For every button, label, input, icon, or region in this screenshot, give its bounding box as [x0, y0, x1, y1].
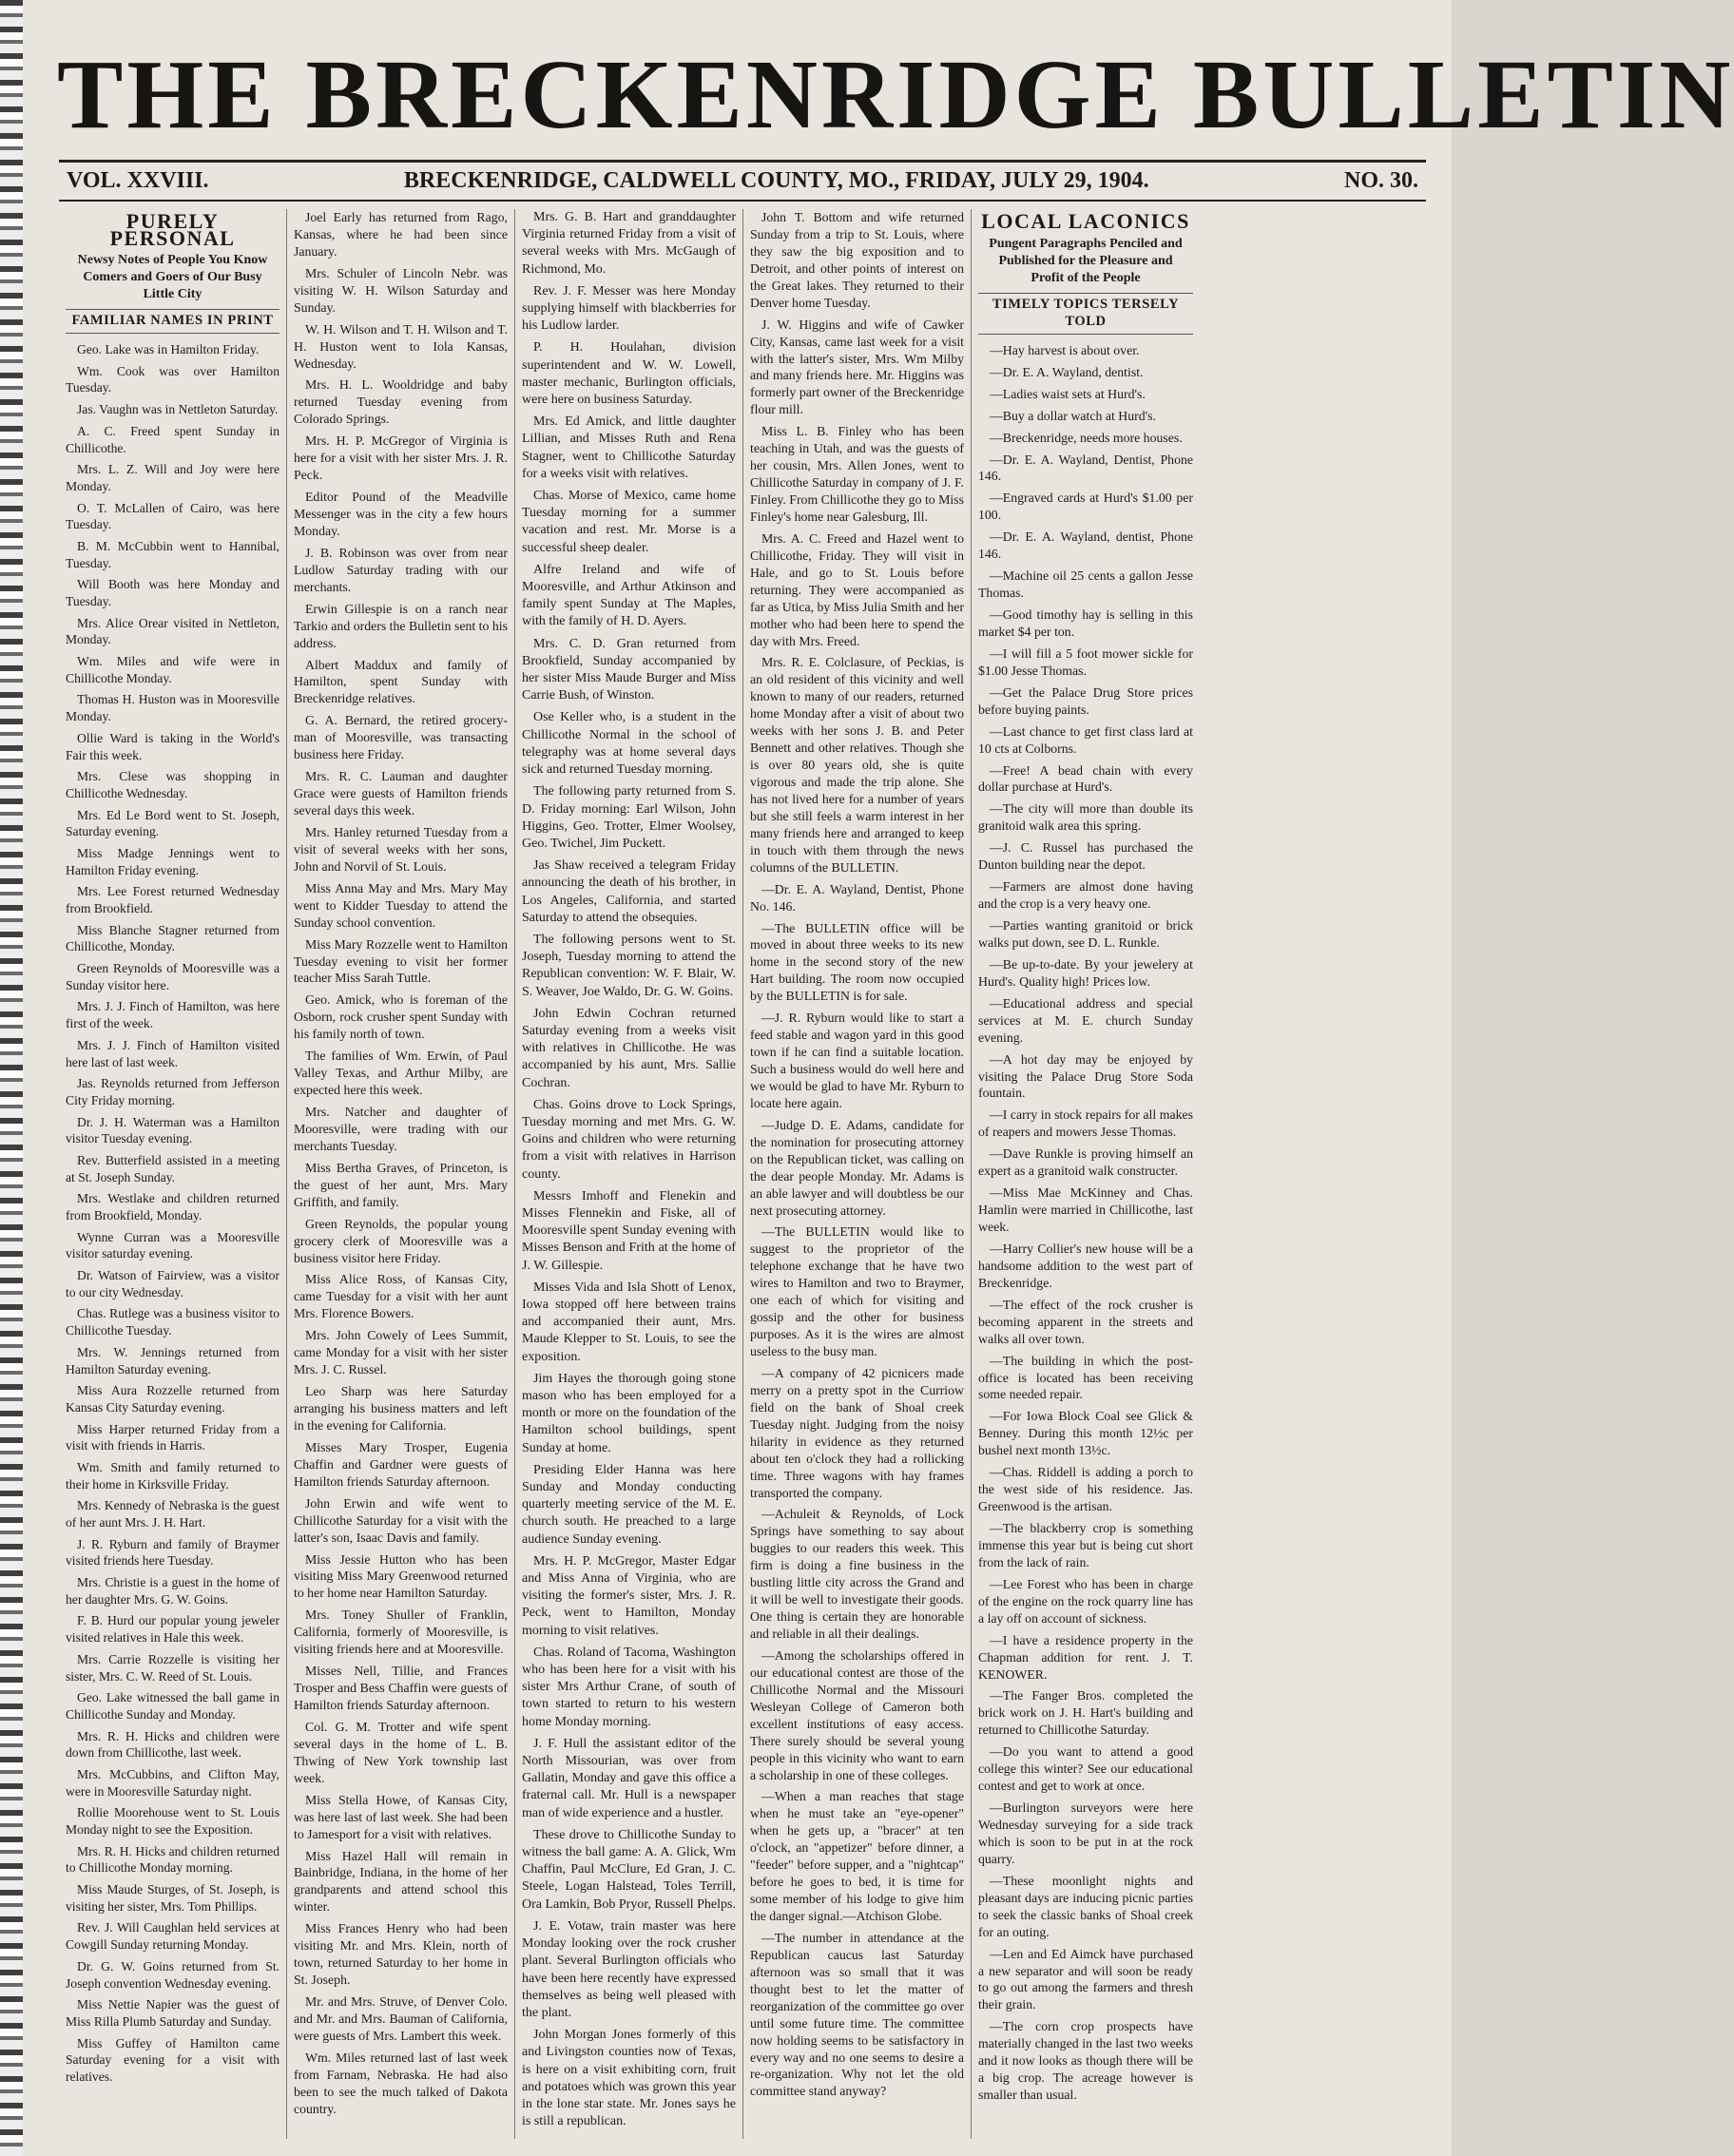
news-item: Jas. Vaughn was in Nettleton Saturday. — [77, 402, 279, 417]
news-item: —Dr. E. A. Wayland, Dentist, Phone No. 146. — [750, 881, 964, 914]
news-item: Rev. J. F. Messer was here Monday supplying himself with blackberries for his Ludlow larder. — [522, 283, 736, 334]
news-item: —I carry in stock repairs for all makes of reapers and mowers Jesse Thomas. — [978, 1107, 1193, 1140]
news-item: Mrs. Ed Le Bord went to St. Joseph, Saturday evening. — [66, 807, 279, 839]
news-item: —The effect of the rock crusher is becoming apparent in the streets and walks all over town. — [978, 1297, 1193, 1346]
news-item: Ollie Ward is taking in the World's Fair this week. — [66, 730, 279, 762]
news-item: Mrs. Kennedy of Nebraska is the guest of her aunt Mrs. J. H. Hart. — [66, 1498, 279, 1530]
news-item: —J. C. Russel has purchased the Dunton building near the depot. — [978, 840, 1193, 873]
news-item: Mrs. Hanley returned Tuesday from a visit of several weeks with her sons, John and Norvil of St. Louis. — [294, 824, 508, 874]
dateline-bar — [59, 160, 1426, 202]
news-item: Wm. Cook was over Hamilton Tuesday. — [66, 363, 279, 395]
column-personals-2 — [287, 209, 515, 2139]
news-item: —Last chance to get first class lard at 10 cts at Colborns. — [978, 723, 1193, 756]
news-item: Wm. Miles returned last of last week from Farnam, Nebraska. He had also been to see the much talked of Dakota country. — [294, 2050, 508, 2116]
news-item: Mrs. Carrie Rozzelle is visiting her sister, Mrs. C. W. Reed of St. Louis. — [66, 1651, 279, 1684]
news-item: J. F. Hull the assistant editor of the North Missourian, was over from Gallatin, Monday and gave this office a fraternal call. Mr. Hull is a newspaper man of wide experience and a hustler. — [522, 1736, 736, 1820]
news-item: J. W. Higgins and wife of Cawker City, Kansas, came last week for a visit with the latter's sister, Mrs. Wm Milby and many friends here. Mr. Higgins was formerly part owner of the Breckenridge flour mill. — [750, 317, 964, 417]
news-item: John Erwin and wife went to Chillicothe Saturday for a visit with the latter's son, Isaac Davis and family. — [294, 1495, 508, 1545]
news-item: Miss Frances Henry who had been visiting Mr. and Mrs. Klein, north of town, returned Saturday to her home in St. Joseph. — [294, 1921, 508, 1988]
news-item: —Achuleit & Reynolds, of Lock Springs have something to say about buggies to our readers this week. This firm is doing a fine business in the bustling little city across the Grand and it will be well to investigate their goods. One thing is certain they are honorable and reliable in all their dealings. — [750, 1507, 964, 1641]
news-item: Wm. Smith and family returned to their home in Kirksville Friday. — [66, 1459, 279, 1492]
news-item: —Get the Palace Drug Store prices before buying paints. — [978, 684, 1193, 717]
news-item: Miss Hazel Hall will remain in Bainbridge, Indiana, in the home of her grandparents and attend school this winter. — [294, 1848, 508, 1915]
article-columns — [59, 209, 1428, 2139]
dateline-text: BRECKENRIDGE, CALDWELL COUNTY, MO., FRIDAY, JULY 29, 1904. — [403, 168, 1149, 193]
news-item: —The BULLETIN office will be moved in about three weeks to its new home in the second story of the new Hart building. The room now occupied by the BULLETIN is for sale. — [750, 920, 964, 1004]
news-item: Mrs. H. L. Wooldridge and baby returned Tuesday evening from Colorado Springs. — [294, 377, 508, 427]
news-item: Green Reynolds of Mooresville was a Sunday visitor here. — [66, 961, 279, 992]
news-item: G. A. Bernard, the retired grocery-man of Mooresville, was transacting business here Friday. — [294, 713, 508, 762]
news-item: Miss Nettie Napier was the guest of Miss Rilla Plumb Saturday and Sunday. — [66, 1997, 279, 2029]
news-item: Miss Jessie Hutton who has been visiting Miss Mary Greenwood returned to her home near Hamilton Saturday. — [294, 1551, 508, 1601]
column-subheading-2: TIMELY TOPICS TERSELY TOLD — [978, 293, 1193, 335]
news-item: —J. R. Ryburn would like to start a feed stable and wagon yard in this good town if he can find a suitable location. Such a business would do well here and we would be glad to have Mr. Ryburn to locate here again. — [750, 1011, 964, 1110]
news-item: —Good timothy hay is selling in this market $4 per ton. — [978, 607, 1193, 639]
news-item: Mrs. W. Jennings returned from Hamilton Saturday evening. — [66, 1344, 279, 1376]
news-item: Mrs. John Cowely of Lees Summit, came Monday for a visit with her sister Mrs. J. C. Russel. — [294, 1328, 508, 1377]
news-item: Jas Shaw received a telegram Friday announcing the death of his brother, in Los Angeles, California, and started Saturday to attend the obsequies. — [522, 858, 736, 925]
news-item: —Dr. E. A. Wayland, Dentist, Phone 146. — [978, 452, 1193, 484]
news-item: —Machine oil 25 cents a gallon Jesse Thomas. — [978, 568, 1193, 601]
news-item: Miss Guffey of Hamilton came Saturday evening for a visit with relatives. — [66, 2035, 279, 2084]
news-item: Misses Nell, Tillie, and Frances Trosper and Bess Chaffin were guests of Hamilton friends Saturday afternoon. — [294, 1664, 508, 1712]
news-item: Miss Aura Rozzelle returned from Kansas City Saturday evening. — [66, 1383, 279, 1415]
news-item: Erwin Gillespie is on a ranch near Tarkio and orders the Bulletin sent to his address. — [294, 601, 508, 650]
masthead-title: THE BRECKENRIDGE BULLETIN — [57, 40, 1734, 149]
news-item: Mrs. G. B. Hart and granddaughter Virginia returned Friday from a visit of several weeks with Mrs. McGaugh of Richmond, Mo. — [522, 210, 736, 277]
news-item: Mrs. H. P. McGregor of Virginia is here for a visit with her sister Mrs. J. R. Peck. — [294, 433, 508, 483]
news-item: Mrs. Lee Forest returned Wednesday from Brookfield. — [66, 884, 279, 915]
news-item: O. T. McLallen of Cairo, was here Tuesday. — [66, 500, 279, 532]
news-item: Mrs. Natcher and daughter of Mooresville, were trading with our merchants Tuesday. — [294, 1105, 508, 1153]
news-item: W. H. Wilson and T. H. Wilson and T. H. Huston went to Iola Kansas, Wednesday. — [294, 321, 508, 371]
news-item: —Harry Collier's new house will be a handsome addition to the west part of Breckenridge. — [978, 1241, 1193, 1290]
news-item: A. C. Freed spent Sunday in Chillicothe. — [66, 423, 279, 455]
news-item: Mrs. H. P. McGregor, Master Edgar and Miss Anna of Virginia, who are visiting the former's sister, Mrs. J. R. Peck, went to Hamilton, Monday morning to visit relatives. — [522, 1553, 736, 1638]
news-item: Joel Early has returned from Rago, Kansas, where he had been since January. — [294, 210, 508, 259]
column-subheading: Pungent Paragraphs Penciled and Published for the Pleasure and Profit of the People — [989, 236, 1183, 285]
news-item: Dr. J. H. Waterman was a Hamilton visitor Tuesday evening. — [66, 1114, 279, 1146]
column-subheading-2: FAMILIAR NAMES IN PRINT — [66, 309, 279, 334]
news-item: Leo Sharp was here Saturday arranging his business matters and left in the evening for California. — [294, 1384, 508, 1433]
news-item: —Farmers are almost done having and the crop is a very heavy one. — [978, 879, 1193, 912]
news-item: —Judge D. E. Adams, candidate for the nomination for prosecuting attorney on the Republican ticket, was calling on the dear people Monday. Mr. Adams is an able lawyer and will doubtless be our next prosecuting attorney. — [750, 1117, 964, 1218]
news-item: Mrs. Toney Shuller of Franklin, California, formerly of Mooresville, is visiting friends here and at Mooresville. — [294, 1607, 508, 1657]
news-item: The following party returned from S. D. Friday morning: Earl Wilson, John Higgins, Geo. Trotter, Elmer Woolsey, Geo. Twichel, Jim Puckett. — [522, 784, 736, 851]
news-item: —I have a residence property in the Chapman addition for rent. J. T. KENOWER. — [978, 1632, 1193, 1682]
news-item: —The blackberry crop is something immense this year but is being cut short from the lack of rain. — [978, 1521, 1193, 1569]
news-item: Mrs. R. H. Hicks and children returned to Chillicothe Monday morning. — [66, 1843, 279, 1876]
news-item: —A company of 42 picnicers made merry on a pretty spot in the Curriow field on the bank of Shoal creek Tuesday night. Judging from the noisy hilarity in evidence as they returned about ten o'clock they had a rollicking time. Three wagons with hay frames transported the company. — [750, 1365, 964, 1500]
news-item: Miss L. B. Finley who has been teaching in Utah, and was the guests of her cousin, Mrs. Allen Jones, went to Chillicothe Saturday in company of J. F. Finley. From Chillicothe they go to Miss Finley's home near Galesburg, Ill. — [750, 424, 964, 524]
news-item: —When a man reaches that stage when he must take an "eye-opener" when he gets up, a "bracer" at ten o'clock, an "appetizer" before dinner, a "feeder" before supper, and a "nightcap" before he goes to bed, it is time for some member of his lodge to give him the danger signal.—Atchison Globe. — [750, 1789, 964, 1923]
news-item: —Len and Ed Aimck have purchased a new separator and will soon be ready to go out among the farmers and thresh their grain. — [978, 1946, 1193, 2012]
news-item: —Burlington surveyors were here Wednesday surveying for a side track which is soon to be put in at the rock quarry. — [978, 1800, 1193, 1866]
news-item: Wm. Miles and wife were in Chillicothe Monday. — [66, 654, 279, 685]
news-item: These drove to Chillicothe Sunday to witness the ball game: A. A. Glick, Wm Chaffin, Paul McClure, Ed Gran, J. C. Steele, Logan Halstead, Toles Terrill, Ora Lamkin, Bob Pryor, Russell Phelps. — [522, 1827, 736, 1912]
news-item: Jas. Reynolds returned from Jefferson City Friday morning. — [66, 1076, 279, 1107]
news-item: Mrs. C. D. Gran returned from Brookfield, Sunday accompanied by her sister Miss Maude Burger and Miss Carrie Bush, of Winston. — [522, 636, 736, 703]
column-items — [750, 209, 964, 2100]
news-item: Chas. Morse of Mexico, came home Tuesday morning for a summer vacation and rest. Mr. Morse is a successful sheep dealer. — [522, 489, 736, 555]
news-item: Chas. Roland of Tacoma, Washington who has been here for a visit with his sister Mrs Arthur Crane, of south of town started to return to his western home Monday morning. — [522, 1645, 736, 1729]
news-item: Mrs. R. H. Hicks and children were down from Chillicothe, last week. — [66, 1728, 279, 1761]
news-item: Mrs. Alice Orear visited in Nettleton, Monday. — [66, 615, 279, 647]
news-item: Geo. Amick, who is foreman of the Osborn, rock crusher spent Sunday with his family north of town. — [294, 992, 508, 1042]
news-item: Mrs. Ed Amick, and little daughter Lillian, and Misses Ruth and Rena Stagner, went to Chillicothe Saturday for a weeks visit with relatives. — [522, 414, 736, 481]
news-item: —The building in which the post-office is located has been receiving some needed repair. — [978, 1353, 1193, 1402]
news-item: Mrs. Westlake and children returned from Brookfield, Monday. — [66, 1191, 279, 1222]
column-local-laconics — [972, 209, 1200, 2139]
news-item: Mrs. R. C. Lauman and daughter Grace were guests of Hamilton friends several days this week. — [294, 769, 508, 818]
news-item: —Educational address and special services at M. E. church Sunday evening. — [978, 995, 1193, 1045]
column-subheading: Newsy Notes of People You Know Comers and Goers of Our Busy Little City — [77, 253, 268, 302]
news-item: Miss Bertha Graves, of Princeton, is the guest of her aunt, Mrs. Mary Griffith, and family. — [294, 1160, 508, 1209]
news-item: —Among the scholarships offered in our educational contest are those of the Chillicothe Normal and the Missouri Wesleyan College of Cameron both excellent institutions of easy access. There surely should be several young people in this vicinity who want to earn a scholarship in one of these colleges. — [750, 1647, 964, 1782]
news-item: Chas. Rutlege was a business visitor to Chillicothe Tuesday. — [66, 1306, 279, 1338]
news-item: Geo. Lake was in Hamilton Friday. — [77, 342, 260, 357]
news-item: —The Fanger Bros. completed the brick work on J. H. Hart's building and returned to Chillicothe Saturday. — [978, 1688, 1193, 1738]
news-item: —Buy a dollar watch at Hurd's. — [990, 408, 1156, 423]
news-item: Miss Alice Ross, of Kansas City, came Tuesday for a visit with her aunt Mrs. Florence Bowers. — [294, 1272, 508, 1321]
news-item: Mrs. Christie is a guest in the home of her daughter Mrs. G. W. Goins. — [66, 1575, 279, 1607]
news-item: Thomas H. Huston was in Mooresville Monday. — [66, 692, 279, 724]
news-item: Miss Blanche Stagner returned from Chillicothe, Monday. — [66, 922, 279, 954]
news-item: B. M. McCubbin went to Hannibal, Tuesday. — [66, 538, 279, 570]
news-item: —Dr. E. A. Wayland, dentist. — [990, 364, 1144, 379]
news-item: —Chas. Riddell is adding a porch to the west side of his residence. Jas. Greenwood is the artisan. — [978, 1465, 1193, 1514]
news-item: Misses Vida and Isla Shott of Lenox, Iowa stopped off here between trains and accompanied their aunt, Mrs. Maude Klepper to St. Louis, to see the exposition. — [522, 1280, 736, 1364]
column-items — [66, 341, 279, 2086]
news-item: Miss Maude Sturges, of St. Joseph, is visiting her sister, Mrs. Tom Phillips. — [66, 1882, 279, 1914]
news-item: —These moonlight nights and pleasant days are inducing picnic parties to seek the classic banks of Shoal creek for an outing. — [978, 1873, 1193, 1939]
news-item: Alfre Ireland and wife of Mooresville, and Arthur Atkinson and family spent Sunday at The Maples, with the family of H. D. Ayers. — [522, 562, 736, 629]
news-item: —Miss Mae McKinney and Chas. Hamlin were married in Chillicothe, last week. — [978, 1185, 1193, 1234]
news-item: —Hay harvest is about over. — [990, 342, 1140, 357]
news-item: Mrs. McCubbins, and Clifton May, were in Mooresville Saturday night. — [66, 1766, 279, 1799]
news-item: The families of Wm. Erwin, of Paul Valley Texas, and Arthur Milby, are expected here this week. — [294, 1049, 508, 1098]
news-item: Jim Hayes the thorough going stone mason who has been employed for a month or more on the foundation of the Hamilton school buildings, spent Sunday at home. — [522, 1371, 736, 1455]
issue-number: NO. 30. — [1344, 168, 1418, 193]
news-item: —The BULLETIN would like to suggest to the proprietor of the telephone exchange that he have two wires to Hamilton and two to Braymer, one each of which for visiting and gossip and the other for business purposes. As it is the wires are almost useless to the busy man. — [750, 1224, 964, 1358]
news-item: Col. G. M. Trotter and wife spent several days in the home of L. B. Thwing of New York township last week. — [294, 1719, 508, 1785]
news-item: Miss Stella Howe, of Kansas City, was here last of last week. She had been to Jamesport for a visit with relatives. — [294, 1792, 508, 1841]
news-item: Mr. and Mrs. Struve, of Denver Colo. and Mr. and Mrs. Bauman of California, were guests of Mrs. Lambert this week. — [294, 1994, 508, 2043]
news-item: J. B. Robinson was over from near Ludlow Saturday trading with our merchants. — [294, 545, 508, 594]
news-item: Mrs. L. Z. Will and Joy were here Monday. — [66, 462, 279, 493]
news-item: Editor Pound of the Meadville Messenger was in the city a few hours Monday. — [294, 490, 508, 538]
news-item: —A hot day may be enjoyed by visiting the Palace Drug Store Soda fountain. — [978, 1051, 1193, 1101]
news-item: —Breckenridge, needs more houses. — [990, 430, 1183, 445]
news-item: Ose Keller who, is a student in the Chillicothe Normal in the school of telegraphy was at home several days sick and returned Tuesday morning. — [522, 710, 736, 778]
news-item: Chas. Goins drove to Lock Springs, Tuesday morning and met Mrs. G. W. Goins and children who were returning from a visit with relatives in Harrison county. — [522, 1097, 736, 1182]
news-item: —The corn crop prospects have materially changed in the last two weeks and it now looks as though there will be a big crop. The acreage however is smaller than usual. — [978, 2019, 1193, 2103]
news-item: Messrs Imhoff and Flenekin and Misses Flennekin and Fiske, all of Mooresville spent Sunday evening with Misses Benson and Frith at the home of J. W. Gillespie. — [522, 1188, 736, 1273]
news-item: J. R. Ryburn and family of Braymer visited friends here Tuesday. — [66, 1536, 279, 1569]
news-item: Albert Maddux and family of Hamilton, spent Sunday with Breckenridge relatives. — [294, 657, 508, 706]
column-personals-3 — [515, 209, 743, 2139]
news-item: Green Reynolds, the popular young grocery clerk of Mooresville was a business visitor here Friday. — [294, 1216, 508, 1265]
news-item: John T. Bottom and wife returned Sunday from a trip to St. Louis, where they saw the big exposition and to Detroit, and other points of interest on the Great lakes. They returned to their Denver home Tuesday. — [750, 210, 964, 310]
news-item: —Parties wanting granitoid or brick walks put down, see D. L. Runkle. — [978, 918, 1193, 950]
news-item: —Dr. E. A. Wayland, dentist, Phone 146. — [978, 529, 1193, 562]
news-item: P. H. Houlahan, division superintendent and W. W. Lowell, master mechanic, Burlington officials, were here on business Saturday. — [522, 340, 736, 408]
news-item: F. B. Hurd our popular young jeweler visited relatives in Hale this week. — [66, 1613, 279, 1646]
column-heading: PURELY PERSONAL — [109, 209, 236, 250]
news-item: Presiding Elder Hanna was here Sunday and Monday conducting quarterly meeting service of the M. E. church south. He preached to a large audience Sunday evening. — [522, 1462, 736, 1547]
news-item: —Be up-to-date. By your jewelery at Hurd's. Quality high! Prices low. — [978, 956, 1193, 989]
news-item: The following persons went to St. Joseph, Tuesday morning to attend the Republican convention: W. F. Blair, W. S. Weaver, Joe Waldo, Dr. G. W. Goins. — [522, 932, 736, 999]
news-item: Dr. Watson of Fairview, was a visitor to our city Wednesday. — [66, 1268, 279, 1299]
news-item: —The city will more than double its granitoid walk area this spring. — [978, 801, 1193, 834]
news-item: —Free! A bead chain with every dollar purchase at Hurd's. — [978, 762, 1193, 795]
news-item: —Lee Forest who has been in charge of the engine on the rock quarry line has a lay off on account of sickness. — [978, 1576, 1193, 1626]
news-item: John Morgan Jones formerly of this and Livingston counties now of Texas, is here on a visit exhibiting corn, fruit and potatoes which was grown this year in the lone star state. Mr. Jones says he is still a republican. — [522, 2028, 736, 2129]
column-items — [294, 209, 508, 2118]
news-item: Will Booth was here Monday and Tuesday. — [66, 577, 279, 608]
news-item: —Dave Runkle is proving himself an expert as a granitoid walk constructer. — [978, 1146, 1193, 1179]
page-binding-edge — [0, 0, 23, 2156]
news-item: Miss Anna May and Mrs. Mary May went to Kidder Tuesday to attend the Sunday school convention. — [294, 880, 508, 930]
news-item: —I will fill a 5 foot mower sickle for $1.00 Jesse Thomas. — [978, 645, 1193, 678]
news-item: —Engraved cards at Hurd's $1.00 per 100. — [978, 491, 1193, 523]
news-item: Rev. Butterfield assisted in a meeting at St. Joseph Sunday. — [66, 1152, 279, 1184]
news-item: Mrs. A. C. Freed and Hazel went to Chillicothe, Friday. They will visit in Hale, and go to St. Louis before returning. They were accompanied as far as Utica, by Miss Julia Smith and her mother who had been here to spend the day with Mrs. Freed. — [750, 530, 964, 648]
news-item: Mrs. J. J. Finch of Hamilton visited here last of last week. — [66, 1037, 279, 1069]
column-items — [522, 209, 736, 2130]
column-purely-personal — [59, 209, 287, 2139]
news-item: J. E. Votaw, train master was here Monday looking over the rock crusher plant. Several Burlington officials who have been here recently have expressed themselves as being well pleased with the plant. — [522, 1918, 736, 2020]
news-item: Rev. J. Will Caughlan held services at Cowgill Sunday returning Monday. — [66, 1920, 279, 1953]
news-item: Miss Madge Jennings went to Hamilton Friday evening. — [66, 845, 279, 877]
volume-label: VOL. XXVIII. — [67, 168, 209, 193]
news-item: Miss Harper returned Friday from a visit with friends in Harris. — [66, 1421, 279, 1453]
news-item: —The number in attendance at the Republican caucus last Saturday afternoon was so small that it was thought best to let the matter of reorganization of the committee go over until some future time. The committee now holding seems to be satisfactory in every way and no one seems to desire a re-organization. Why not let the old committee stand anyway? — [750, 1930, 964, 2099]
news-item: Mrs. R. E. Colclasure, of Peckias, is an old resident of this vicinity and well known to many of our readers, returned home Monday after a visit of about two weeks with her sons J. B. and Peter Bennett and other relatives. Though she is over 80 years old, she is quite vigorous and made the trip alone. She has not lived here for a number of years but she still feels a warm interest in her many friends here and arranged to keep in touch with them through the news columns of the BULLETIN. — [750, 655, 964, 875]
news-item: Rollie Moorehouse went to St. Louis Monday night to see the Exposition. — [66, 1805, 279, 1837]
news-item: —For Iowa Block Coal see Glick & Benney. During this month 12½c per bushel next month 13½c. — [978, 1409, 1193, 1458]
column-items — [978, 342, 1193, 2104]
column-personals-4 — [743, 209, 972, 2139]
news-item: Mrs. J. J. Finch of Hamilton, was here first of the week. — [66, 999, 279, 1031]
news-item: Wynne Curran was a Mooresville visitor saturday evening. — [66, 1229, 279, 1261]
news-item: John Edwin Cochran returned Saturday evening from a weeks visit with relatives in Chillicothe. He was accompanied by his aunt, Mrs. Sallie Cochran. — [522, 1006, 736, 1090]
news-item: Mrs. Schuler of Lincoln Nebr. was visiting W. H. Wilson Saturday and Sunday. — [294, 265, 508, 315]
news-item: Miss Mary Rozzelle went to Hamilton Tuesday evening to visit her former teacher Miss Sarah Tuttle. — [294, 936, 508, 986]
news-item: Geo. Lake witnessed the ball game in Chillicothe Sunday and Monday. — [66, 1690, 279, 1722]
news-item: —Do you want to attend a good college this winter? See our educational contest and get to work at once. — [978, 1744, 1193, 1794]
news-item: Misses Mary Trosper, Eugenia Chaffin and Gardner were guests of Hamilton friends Saturday afternoon. — [294, 1439, 508, 1489]
news-item: Dr. G. W. Goins returned from St. Joseph convention Wednesday evening. — [66, 1958, 279, 1991]
column-heading: LOCAL LACONICS — [981, 209, 1190, 233]
news-item: Mrs. Clese was shopping in Chillicothe Wednesday. — [66, 769, 279, 800]
news-item: —Ladies waist sets at Hurd's. — [990, 386, 1146, 401]
